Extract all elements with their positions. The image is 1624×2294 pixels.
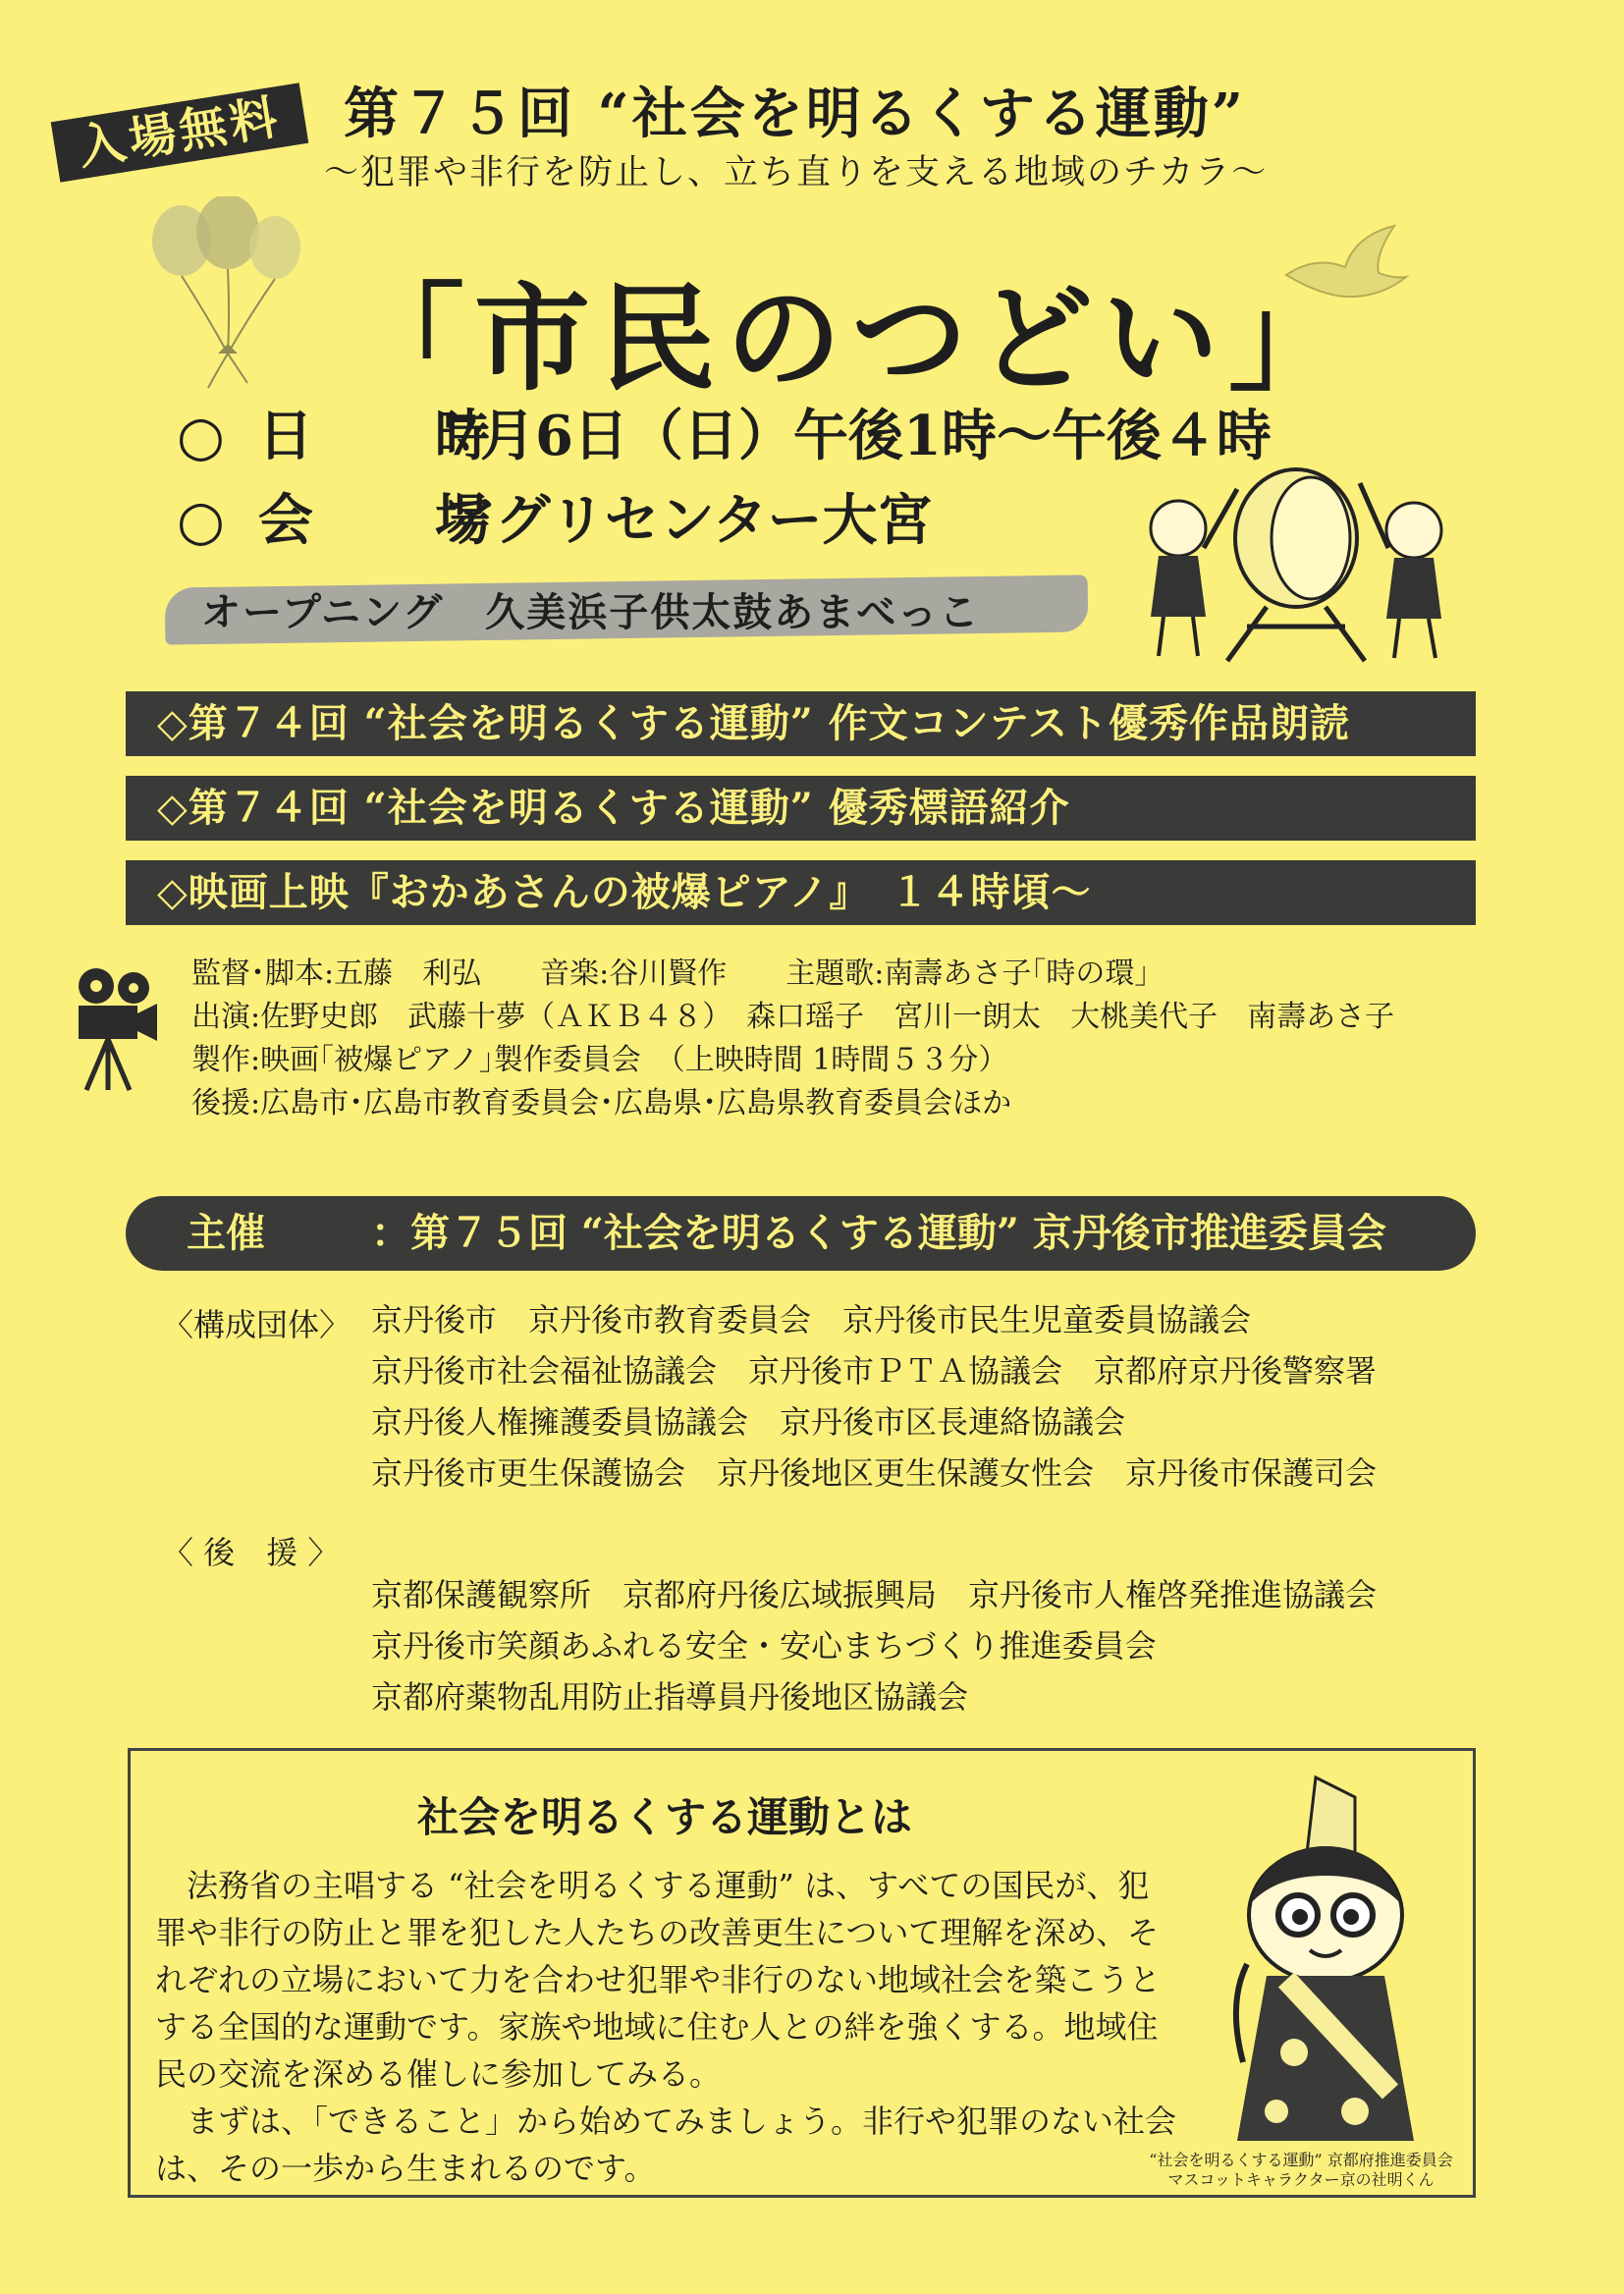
organizer-label: 主催 [187,1210,265,1256]
about-title: 社会を明るくする運動とは [417,1793,913,1841]
venue-value: アグリセンター大宮 [442,488,933,553]
event-title: 「市民のつどい」 [349,270,1355,407]
opening-act: オープニング 久美浜子供太鼓あまべっこ [201,589,981,635]
credit-line-cast: 出演:佐野史郎 武藤十夢（ＡＫＢ４８） 森口瑶子 宮川一朗太 大桃美代子 南壽あさ子 [191,1000,1395,1034]
date-label: ○日 時 [177,404,523,468]
film-projector-icon [65,964,163,1092]
program-item-essay: ◇第７４回 “社会を明るくする運動” 作文コンテスト優秀作品朗読 [126,691,1476,756]
about-paragraph-1: 法務省の主唱する “社会を明るくする運動” は、すべての国民が、犯罪や非行の防止と罪を犯した人たちの改善更生について理解を深め、それぞれの立場において力を合わせ犯罪や非行のない地域社会を築こうとする全国的な運動です。家族や地域に住む人との絆を強くする。地域住民の交流を深める催しに参加してみる。 [155,1867,1162,2093]
supporters-list [371,1569,1377,1722]
balloons-icon [137,196,334,393]
credit-line-production: 製作:映画｢被爆ピアノ｣製作委員会 （上映時間 1時間５３分） [191,1043,1008,1077]
mascot-illustration [1208,1768,1443,2151]
list-item: 京丹後市社会福祉協議会 京丹後市ＰＴＡ協議会 京都府京丹後警察署 [371,1352,1378,1390]
members-label: 〈構成団体〉 [162,1306,352,1343]
venue-row [177,477,933,556]
list-item: 京丹後市笑顔あふれる安全・安心まちづくり推進委員会 [371,1627,1157,1665]
date-value: 7月6日（日）午後1時～午後４時 [442,404,1272,468]
mascot-caption [1129,2151,1473,2190]
about-body [155,1862,1176,2192]
campaign-subtitle: ～犯罪や非行を防止し、立ち直りを支える地域のチカラ～ [324,153,1269,192]
list-item: 京丹後人権擁護委員協議会 京丹後市区長連絡協議会 [371,1403,1126,1441]
list-item: 京丹後市更生保護協会 京丹後地区更生保護女性会 京丹後市保護司会 [371,1454,1378,1492]
list-item: 京都府薬物乱用防止指導員丹後地区協議会 [371,1678,969,1716]
list-item: 京丹後市 京丹後市教育委員会 京丹後市民生児童委員協議会 [371,1301,1252,1338]
list-item: 京都保護観察所 京都府丹後広域振興局 京丹後市人権啓発推進協議会 [371,1576,1378,1613]
admission-free-badge: 入場無料 [51,82,309,182]
mascot-caption-line-2: マスコットキャラクター京の社明くん [1167,2170,1435,2189]
credit-line-support: 後援:広島市･広島市教育委員会･広島県･広島県教育委員会ほか [191,1086,1012,1120]
organizer-value: ：第７５回 “社会を明るくする運動” 京丹後市推進委員会 [371,1210,1386,1256]
about-paragraph-2: まずは、「できること」から始めてみましょう。非行や犯罪のない社会は、その一歩から生まれるのです。 [155,2103,1177,2187]
credit-line-director: 監督･脚本:五藤 利弘 音楽:谷川賢作 主題歌:南壽あさ子｢時の環｣ [191,956,1150,991]
taiko-drummers-illustration [1119,460,1473,666]
organizer-band [126,1196,1476,1271]
date-row [177,393,1272,471]
program-item-slogan: ◇第７４回 “社会を明るくする運動” 優秀標語紹介 [126,776,1476,841]
film-credits [191,953,1394,1125]
campaign-title: 第７５回 “社会を明るくする運動” [344,82,1246,146]
venue-label: ○会 場 [177,488,523,553]
program-item-film: ◇映画上映『おかあさんの被爆ピアノ』 １４時頃～ [126,860,1476,925]
supporters-label: 〈 後 援 〉 [162,1534,340,1571]
mascot-caption-line-1: “社会を明るくする運動” 京都府推進委員会 [1149,2151,1453,2169]
members-list [371,1294,1377,1499]
